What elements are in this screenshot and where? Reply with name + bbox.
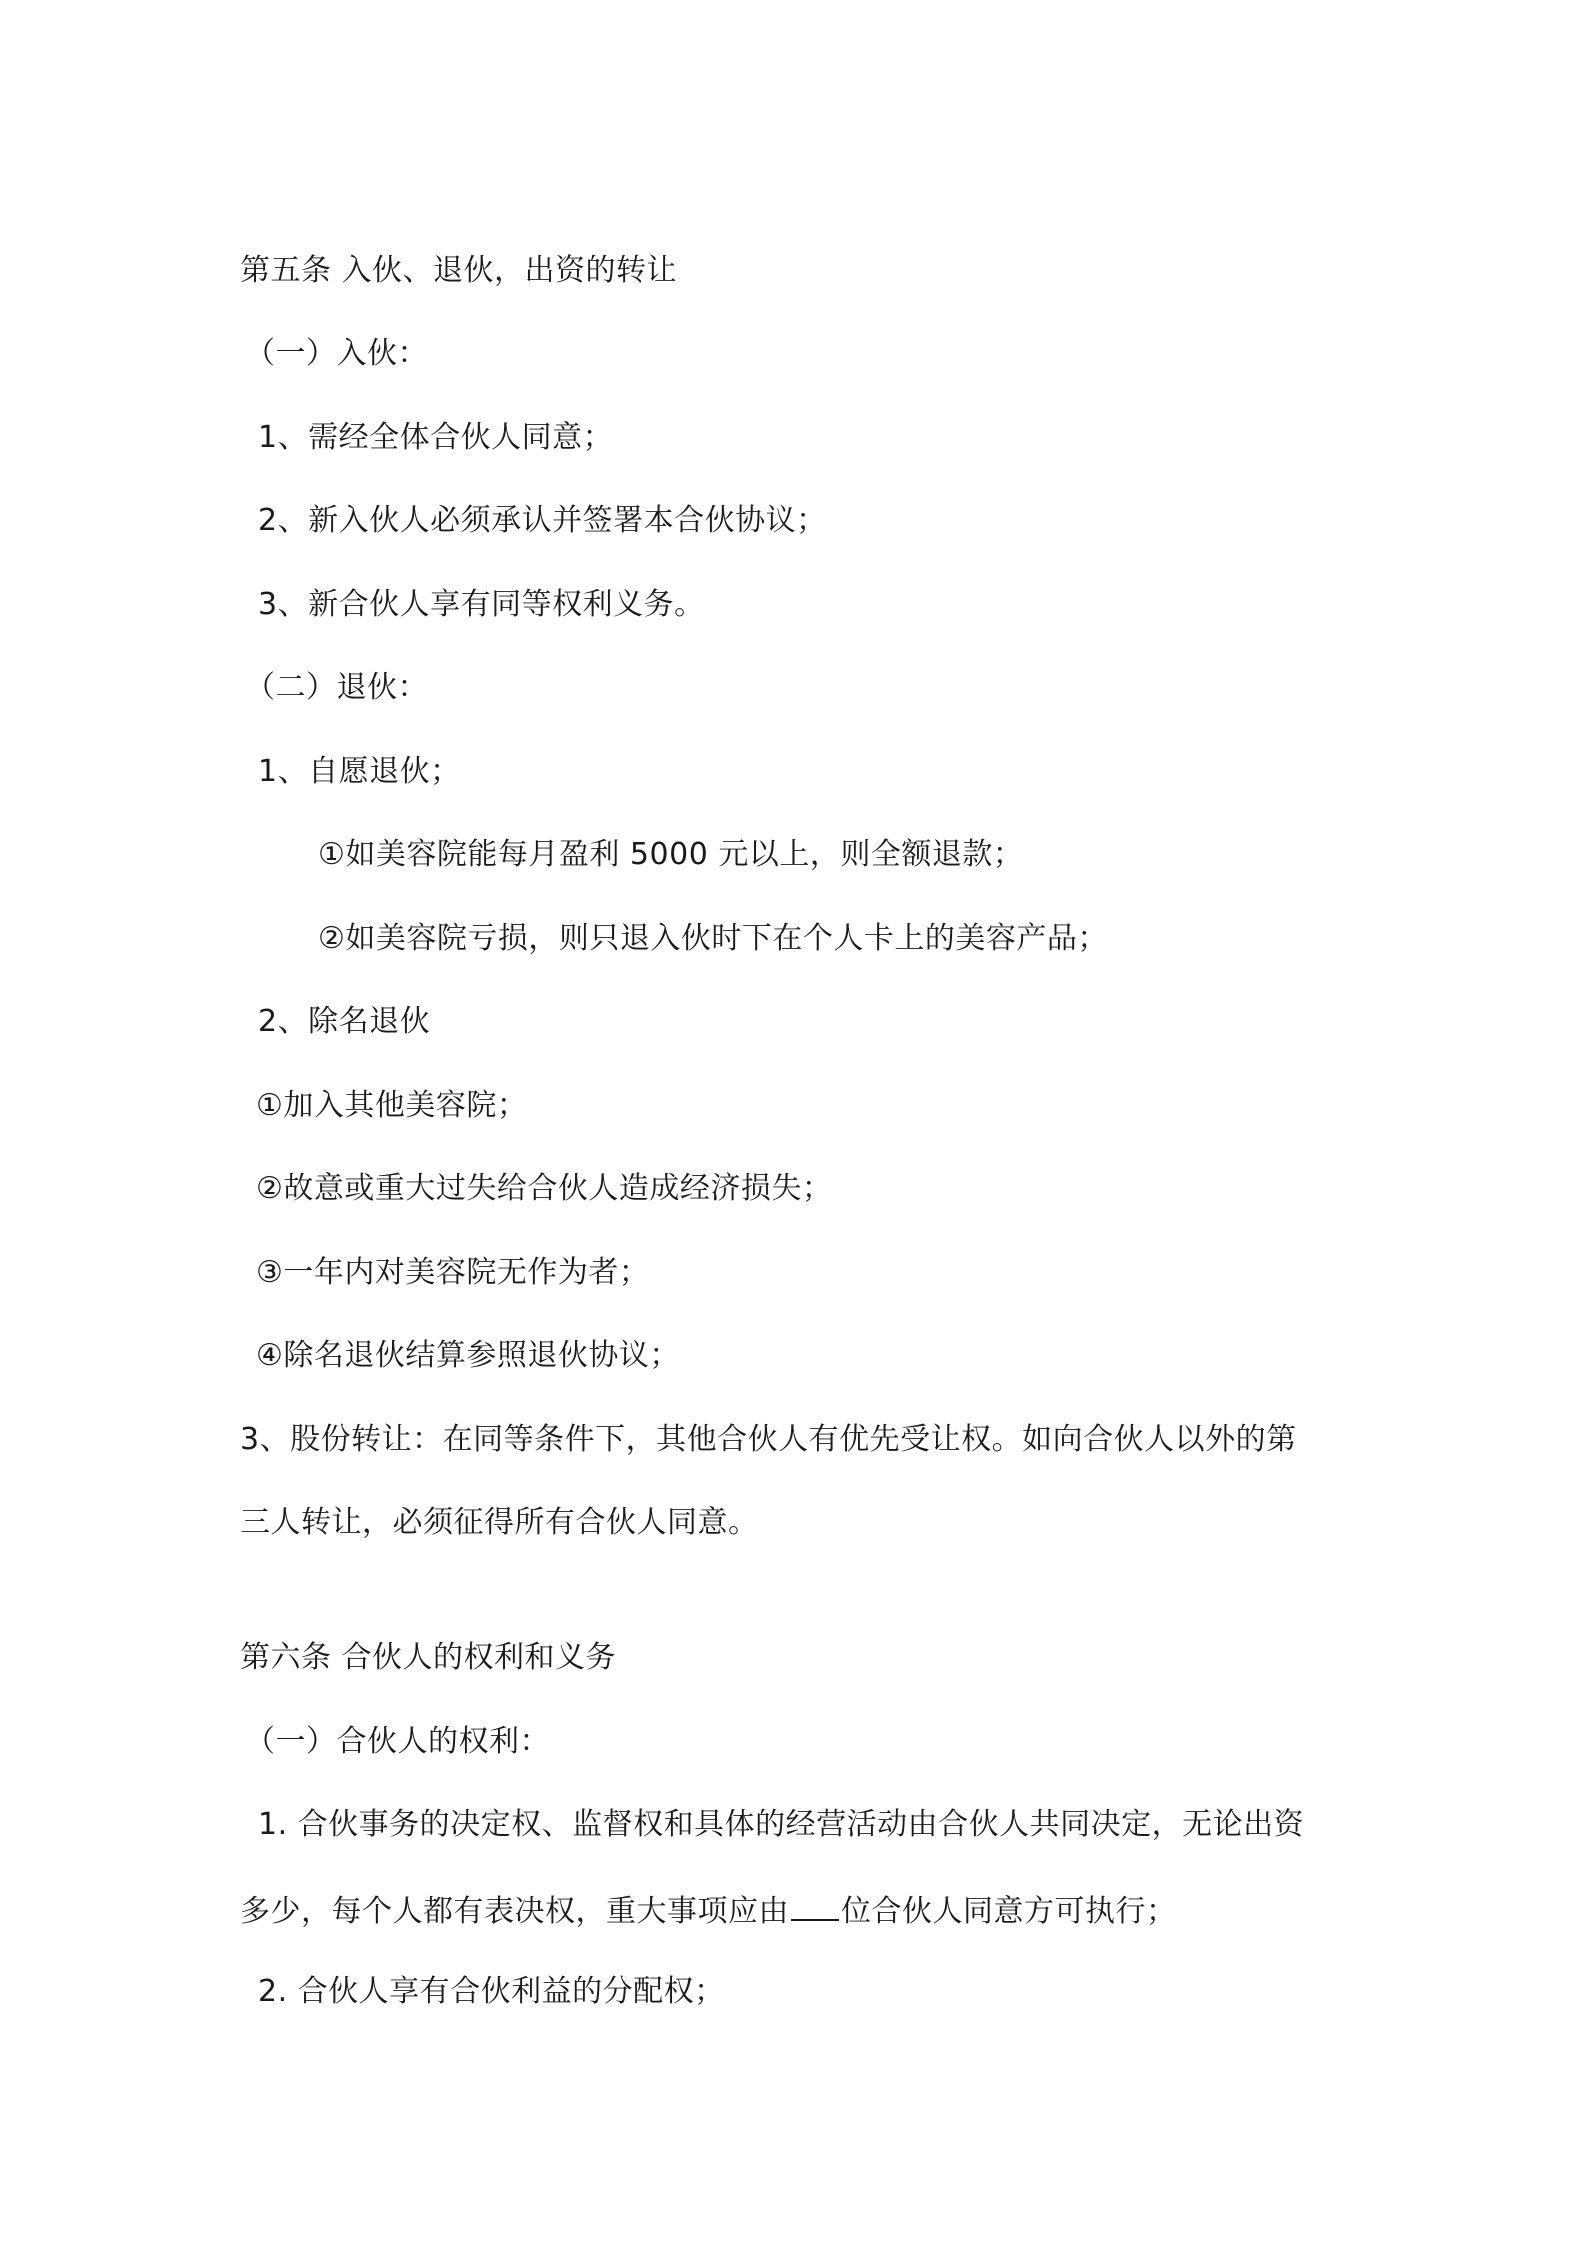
voluntary-subitem-1: ①如美容院能每月盈利 5000 元以上，则全额退款；: [318, 837, 1024, 872]
join-heading: （一）入伙：: [245, 336, 428, 371]
voluntary-label: 1、自愿退伙；: [258, 754, 461, 789]
expulsion-subitem-2: ②故意或重大过失给合伙人造成经济损失；: [256, 1171, 833, 1206]
expulsion-label: 2、除名退伙: [258, 1004, 431, 1039]
rights-item-1-line-2: [240, 1889, 1177, 1932]
fill-in-blank: [791, 1889, 839, 1921]
rights-item-1-text-before-blank: 多少，每个人都有表决权，重大事项应由: [240, 1894, 789, 1929]
article6-heading: 第六条 合伙人的权利和义务: [240, 1640, 617, 1675]
rights-item-1-text-after-blank: 位合伙人同意方可执行；: [841, 1894, 1177, 1929]
rights-heading: （一）合伙人的权利：: [245, 1724, 550, 1759]
withdraw-heading: （二）退伙：: [245, 670, 428, 705]
expulsion-subitem-3: ③一年内对美容院无作为者；: [256, 1255, 650, 1290]
transfer-line-1: 3、股份转让：在同等条件下，其他合伙人有优先受让权。如向合伙人以外的第: [240, 1422, 1297, 1457]
voluntary-subitem-2: ②如美容院亏损，则只退入伙时下在个人卡上的美容产品；: [318, 921, 1108, 956]
rights-item-2: 2. 合伙人享有合伙利益的分配权；: [258, 1974, 725, 2009]
article5-heading: 第五条 入伙、退伙，出资的转让: [240, 253, 678, 288]
rights-item-1-line-1: 1. 合伙事务的决定权、监督权和具体的经营活动由合伙人共同决定，无论出资: [258, 1807, 1305, 1842]
expulsion-subitem-1: ①加入其他美容院；: [256, 1088, 528, 1123]
join-item-1: 1、需经全体合伙人同意；: [258, 420, 614, 455]
join-item-3: 3、新合伙人享有同等权利义务。: [258, 587, 705, 622]
transfer-line-2: 三人转让，必须征得所有合伙人同意。: [240, 1505, 759, 1540]
join-item-2: 2、新入伙人必须承认并签署本合伙协议；: [258, 503, 827, 538]
expulsion-subitem-4: ④除名退伙结算参照退伙协议；: [256, 1338, 680, 1373]
